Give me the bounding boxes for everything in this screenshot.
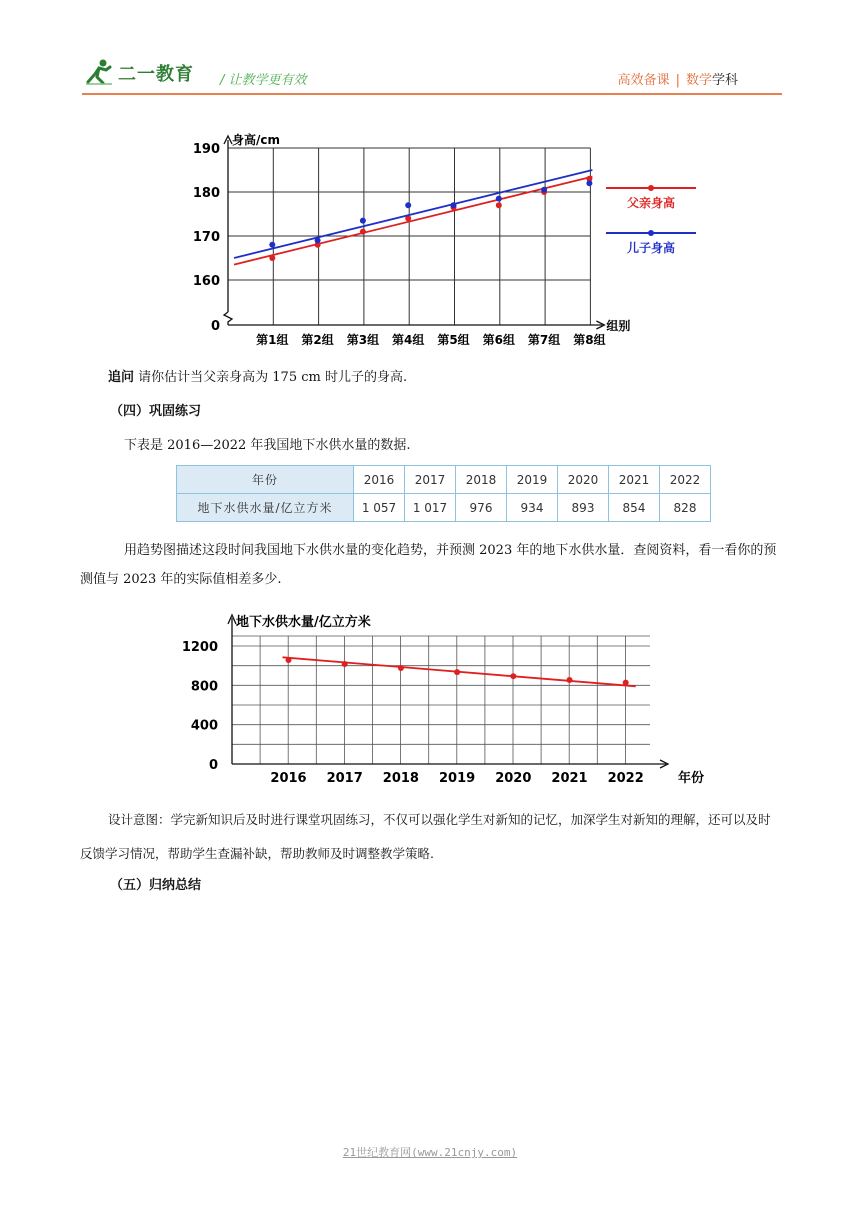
table-header-supply: 地下水供水量/亿立方米 (177, 494, 354, 522)
x-tick-label: 第5组 (437, 333, 470, 347)
x-tick-label: 第4组 (392, 333, 425, 347)
design-intent-paragraph: 设计意图：学完新知识后及时进行课堂巩固练习，不仅可以强化学生对新知的记忆，加深学生对新知的理解，还可以及时反馈学习情况，帮助学生查漏补缺，帮助教师及时调整教学策略. (80, 812, 771, 861)
data-point (496, 202, 502, 208)
legend-label: 父亲身高 (626, 196, 676, 210)
x-tick-label: 第8组 (573, 333, 606, 347)
y-tick-label: 170 (192, 230, 220, 245)
x-tick-label: 第2组 (301, 333, 334, 347)
table-header-year: 年份 (177, 466, 354, 494)
data-point (510, 673, 516, 679)
table-cell-value: 893 (558, 494, 609, 522)
axis-break-icon (224, 312, 232, 325)
table-cell-value: 934 (507, 494, 558, 522)
x-tick-label: 第1组 (256, 333, 289, 347)
y-tick-label: 0 (210, 319, 220, 334)
table-cell-value: 854 (609, 494, 660, 522)
data-point (315, 237, 321, 243)
x-tick-label: 2020 (495, 771, 532, 786)
trend-line (234, 177, 592, 265)
y-tick-label: 160 (192, 274, 220, 289)
data-point (269, 242, 275, 248)
y-tick-label: 400 (190, 718, 218, 734)
followup-text: 请你估计当父亲身高为 175 cm 时儿子的身高. (138, 370, 408, 385)
x-tick-label: 2019 (439, 771, 476, 786)
table-row-years (177, 466, 711, 494)
table-cell-year: 2022 (660, 466, 711, 494)
table-cell-value: 1 017 (405, 494, 456, 522)
table-cell-value: 976 (456, 494, 507, 522)
table-intro: 下表是 2016—2022 年我国地下水供水量的数据. (124, 438, 411, 453)
data-point (405, 202, 411, 208)
header-tag: 高效备课 (617, 73, 670, 88)
table-cell-year: 2017 (405, 466, 456, 494)
y-tick-label: 180 (192, 186, 220, 201)
x-tick-label: 第6组 (482, 333, 515, 347)
y-tick-label: 1200 (181, 640, 218, 655)
data-point (454, 669, 460, 675)
table-cell-year: 2019 (507, 466, 558, 494)
task-paragraph: 用趋势图描述这段时间我国地下水供水量的变化趋势，并预测 2023 年的地下水供水量．查阅资料，看一看你的预测值与 2023 年的实际值相差多少. (80, 543, 777, 587)
x-tick-label: 2017 (326, 771, 363, 786)
x-tick-label: 2018 (382, 771, 419, 786)
data-point (496, 196, 502, 202)
header-subject (618, 69, 738, 88)
data-point (623, 680, 629, 686)
table-cell-value: 828 (660, 494, 711, 522)
data-point (269, 255, 275, 261)
section-heading-practice: （四）巩固练习 (110, 404, 202, 419)
table-row-values (177, 494, 711, 522)
legend-label: 儿子身高 (626, 241, 676, 255)
table-cell-year: 2021 (609, 466, 660, 494)
x-tick-label: 2022 (607, 771, 644, 786)
footer-link[interactable]: 21世纪教育网(www.21cnjy.com) (342, 1146, 518, 1159)
x-tick-label: 2021 (551, 771, 588, 786)
table-cell-value: 1 057 (354, 494, 405, 522)
data-point (360, 218, 366, 224)
header-subject-suffix: 学科 (711, 73, 738, 88)
height-chart (190, 124, 676, 360)
x-axis-label: 年份 (678, 771, 705, 786)
data-point (451, 202, 457, 208)
groundwater-chart (181, 608, 720, 790)
header-subject-name: 数学 (685, 73, 712, 88)
data-point (567, 677, 573, 683)
data-point (286, 657, 292, 663)
legend-marker (648, 230, 654, 236)
table-cell-year: 2020 (558, 466, 609, 494)
x-tick-label: 2016 (270, 771, 307, 786)
data-point (586, 180, 592, 186)
data-point (342, 661, 348, 667)
table-cell-year: 2016 (354, 466, 405, 494)
data-point (360, 229, 366, 235)
y-axis-label: 地下水供水量/亿立方米 (236, 615, 371, 630)
logo-text: 二一教育 (118, 64, 194, 85)
table-cell-year: 2018 (456, 466, 507, 494)
trend-line (234, 170, 592, 258)
y-tick-label: 800 (190, 679, 218, 695)
header-rule (82, 93, 782, 95)
legend-marker (648, 185, 654, 191)
followup-question (108, 368, 407, 388)
data-point (541, 187, 547, 193)
y-tick-label: 190 (192, 142, 220, 157)
y-tick-label: 0 (208, 758, 218, 773)
header-slogan: / 让教学更有效 (220, 73, 307, 88)
x-tick-label: 第7组 (527, 333, 561, 347)
section-heading-summary: （五）归纳总结 (110, 878, 202, 893)
x-tick-label: 第3组 (346, 333, 380, 347)
runner-logo-icon (84, 58, 114, 86)
header-separator: | (675, 73, 680, 88)
data-point (398, 665, 404, 671)
y-axis-label: 身高/cm (232, 133, 281, 147)
groundwater-table (176, 465, 711, 522)
x-axis-label: 组别 (606, 319, 631, 333)
followup-label: 追问 (108, 370, 135, 385)
